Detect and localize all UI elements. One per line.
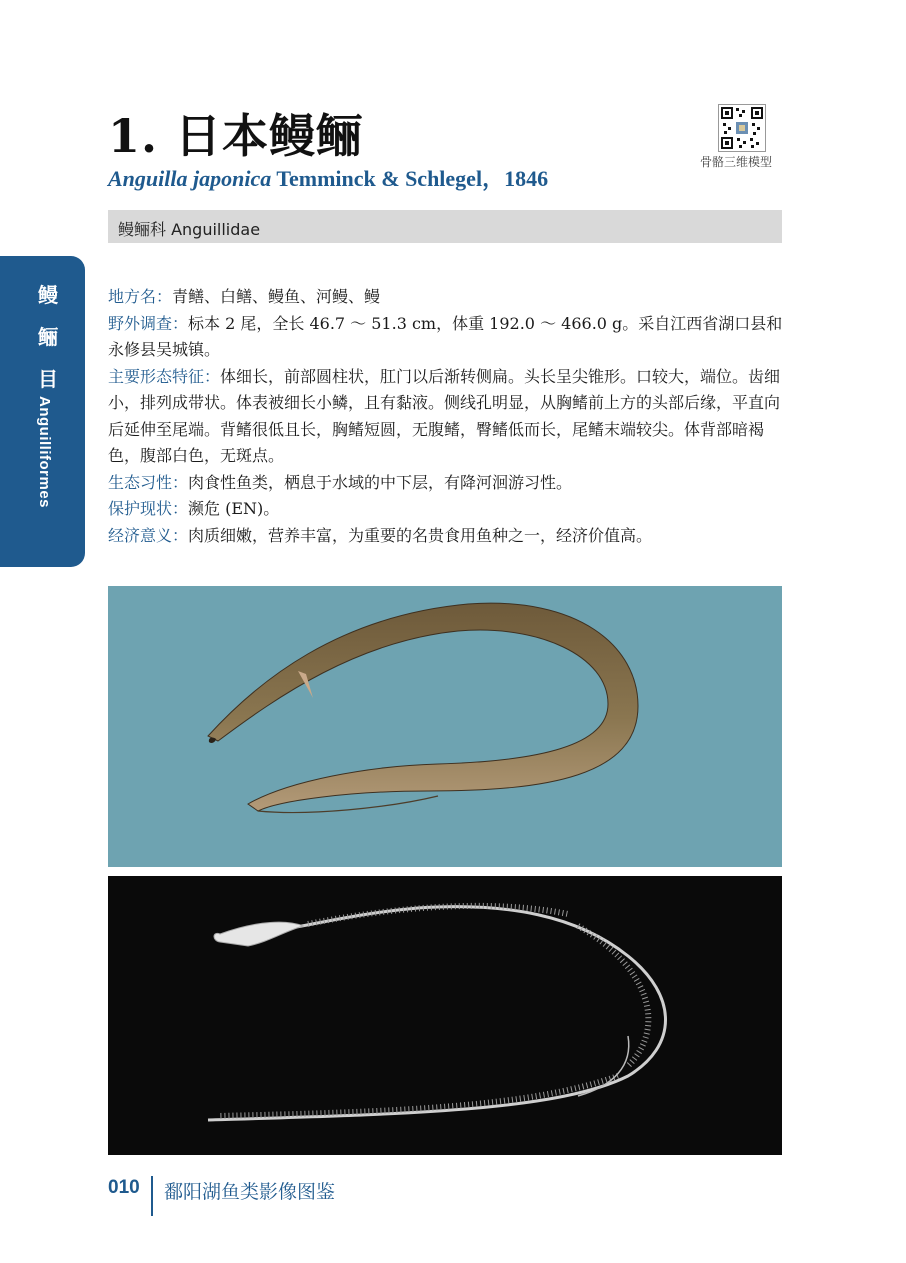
desc-field-survey <box>108 311 784 364</box>
qr-code-icon[interactable] <box>718 104 766 152</box>
page-title: 1. 日本鳗鲡 <box>108 109 364 163</box>
desc-label: 地方名： <box>108 287 173 306</box>
desc-label: 主要形态特征： <box>108 366 221 386</box>
order-char-2: 鲡 <box>38 325 58 349</box>
desc-conservation <box>108 496 784 523</box>
family-name: 鳗鲡科 Anguillidae <box>118 220 261 239</box>
family-bar <box>108 210 782 243</box>
desc-text: 体细长，前部圆柱状，肛门以后渐转侧扁。头长呈尖锥形。口较大，端位。齿细小，排列成带状。体表被细长小鳞，且有黏液。侧线孔明显，从胸鳍前上方的头部后缘，平直向后延伸至尾端。背鳍很低且长，胸鳍短圆，无腹鳍，臀鳍低而长，尾鳍末端较尖。体背部暗褐色，腹部白色，无斑点。 <box>108 366 781 465</box>
species-description <box>108 284 784 549</box>
desc-local-names <box>108 284 784 311</box>
eel-body-shape <box>208 603 638 811</box>
desc-text: 肉食性鱼类，栖息于水域的中下层，有降河洄游习性。 <box>188 472 573 492</box>
order-name-en: Anguilliformes <box>36 396 53 509</box>
desc-label: 保护现状： <box>108 499 189 518</box>
qr-label: 骨骼三维模型 <box>700 155 773 169</box>
scientific-binomial: Anguilla japonica <box>108 166 272 191</box>
page-number: 010 <box>108 1177 140 1198</box>
scientific-name <box>108 162 548 193</box>
book-title: 鄱阳湖鱼类影像图鉴 <box>164 1181 336 1203</box>
order-side-tab <box>0 256 85 567</box>
order-char-3: 目 <box>38 367 58 391</box>
desc-label: 野外调查： <box>108 313 189 333</box>
desc-text: 青鳝、白鳝、鳗鱼、河鳗、鳗 <box>172 287 381 306</box>
order-name-cn <box>36 274 60 400</box>
skeleton-3d-model <box>108 876 782 1155</box>
desc-label: 经济意义： <box>108 525 189 545</box>
eel-photo <box>108 586 782 867</box>
desc-economic-value <box>108 523 784 550</box>
desc-text: 标本 2 尾，全长 46.7 ～ 51.3 cm，体重 192.0 ～ 466.0 g。采自江西省湖口县和永修县吴城镇。 <box>108 313 783 359</box>
desc-label: 生态习性： <box>108 472 189 492</box>
desc-text: 肉质细嫩，营养丰富，为重要的名贵食用鱼种之一，经济价值高。 <box>188 525 653 545</box>
desc-morphology <box>108 364 784 470</box>
order-char-1: 鳗 <box>38 283 58 307</box>
footer-divider <box>151 1176 153 1216</box>
scientific-author: Temminck & Schlegel，1846 <box>276 166 549 191</box>
desc-ecology <box>108 470 784 497</box>
desc-text: 濒危 (EN)。 <box>188 499 280 518</box>
